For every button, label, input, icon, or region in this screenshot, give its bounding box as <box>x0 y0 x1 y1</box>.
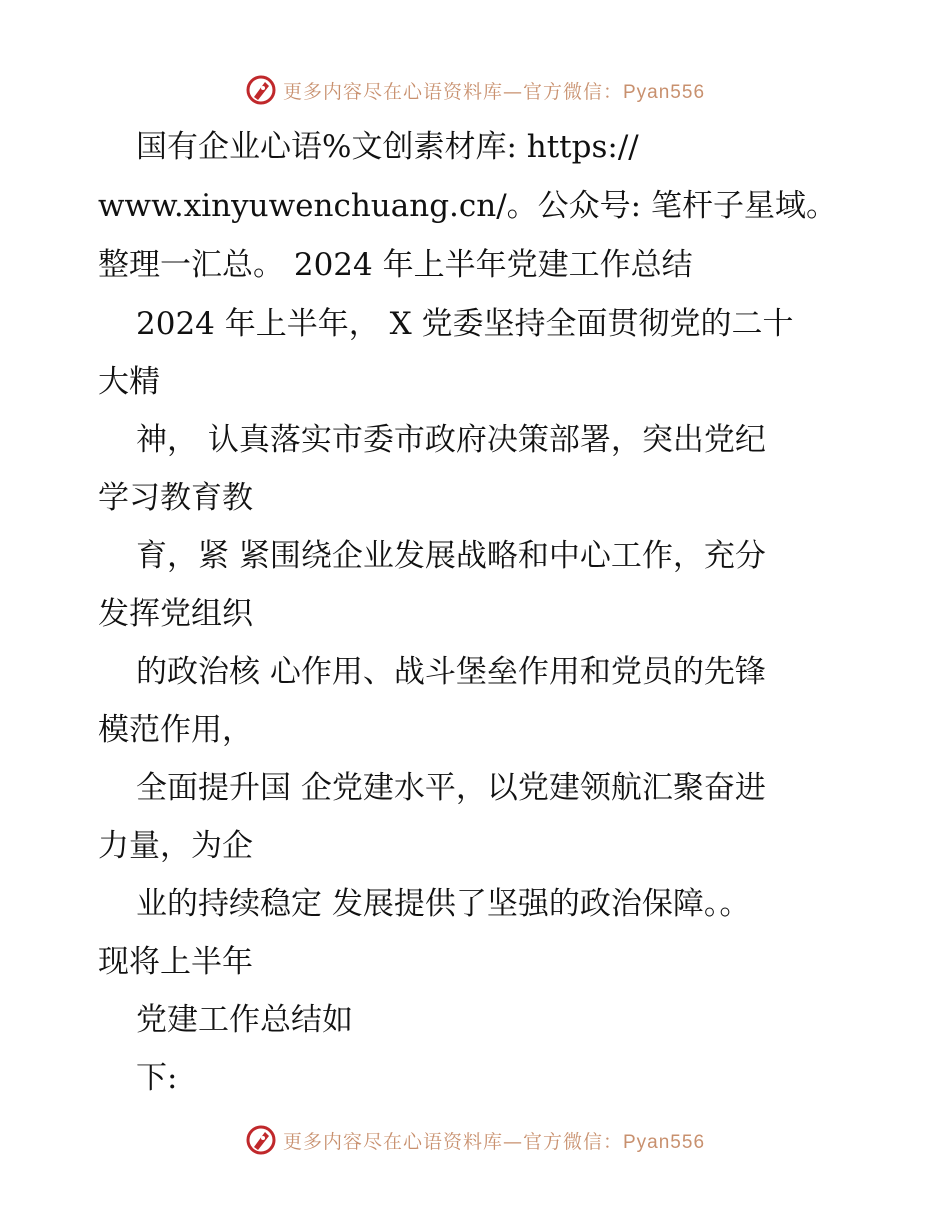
text-line: 育，紧 紧围绕企业发展战略和中心工作，充分 <box>136 538 766 574</box>
text-line: 神， 认真落实市委市政府决策部署，突出党纪 <box>136 422 766 458</box>
text-line: 大精 <box>98 364 160 400</box>
text-line: 模范作用， <box>98 712 253 748</box>
watermark-footer <box>0 1120 950 1160</box>
text-line: www.xinyuwenchuang.cn/。公众号: 笔杆子星域。 <box>98 188 837 224</box>
text-line: 整理一汇总。 2024 年上半年党建工作总结 <box>98 247 693 283</box>
watermark-text: 更多内容尽在心语资料库—官方微信：Pyan556 <box>282 1130 706 1153</box>
pen-nib-circle-icon <box>245 1124 277 1156</box>
text-line: 2024 年上半年， X 党委坚持全面贯彻党的二十 <box>136 306 794 342</box>
watermark-header <box>0 70 950 110</box>
text-line: 发挥党组织 <box>98 596 253 632</box>
text-line: 全面提升国 企党建水平，以党建领航汇聚奋进 <box>136 770 766 806</box>
text-line: 下: <box>136 1060 178 1096</box>
text-line: 的政治核 心作用、战斗堡垒作用和党员的先锋 <box>136 654 766 690</box>
pen-nib-circle-icon <box>245 74 277 106</box>
text-line: 学习教育教 <box>98 480 253 516</box>
text-line: 力量，为企 <box>98 828 253 864</box>
text-line: 现将上半年 <box>98 944 253 980</box>
watermark-text: 更多内容尽在心语资料库—官方微信：Pyan556 <box>282 80 706 103</box>
text-line: 国有企业心语%文创素材库: https:// <box>136 129 639 165</box>
text-line: 党建工作总结如 <box>136 1002 353 1038</box>
text-line: 业的持续稳定 发展提供了坚强的政治保障。。 <box>136 886 751 922</box>
